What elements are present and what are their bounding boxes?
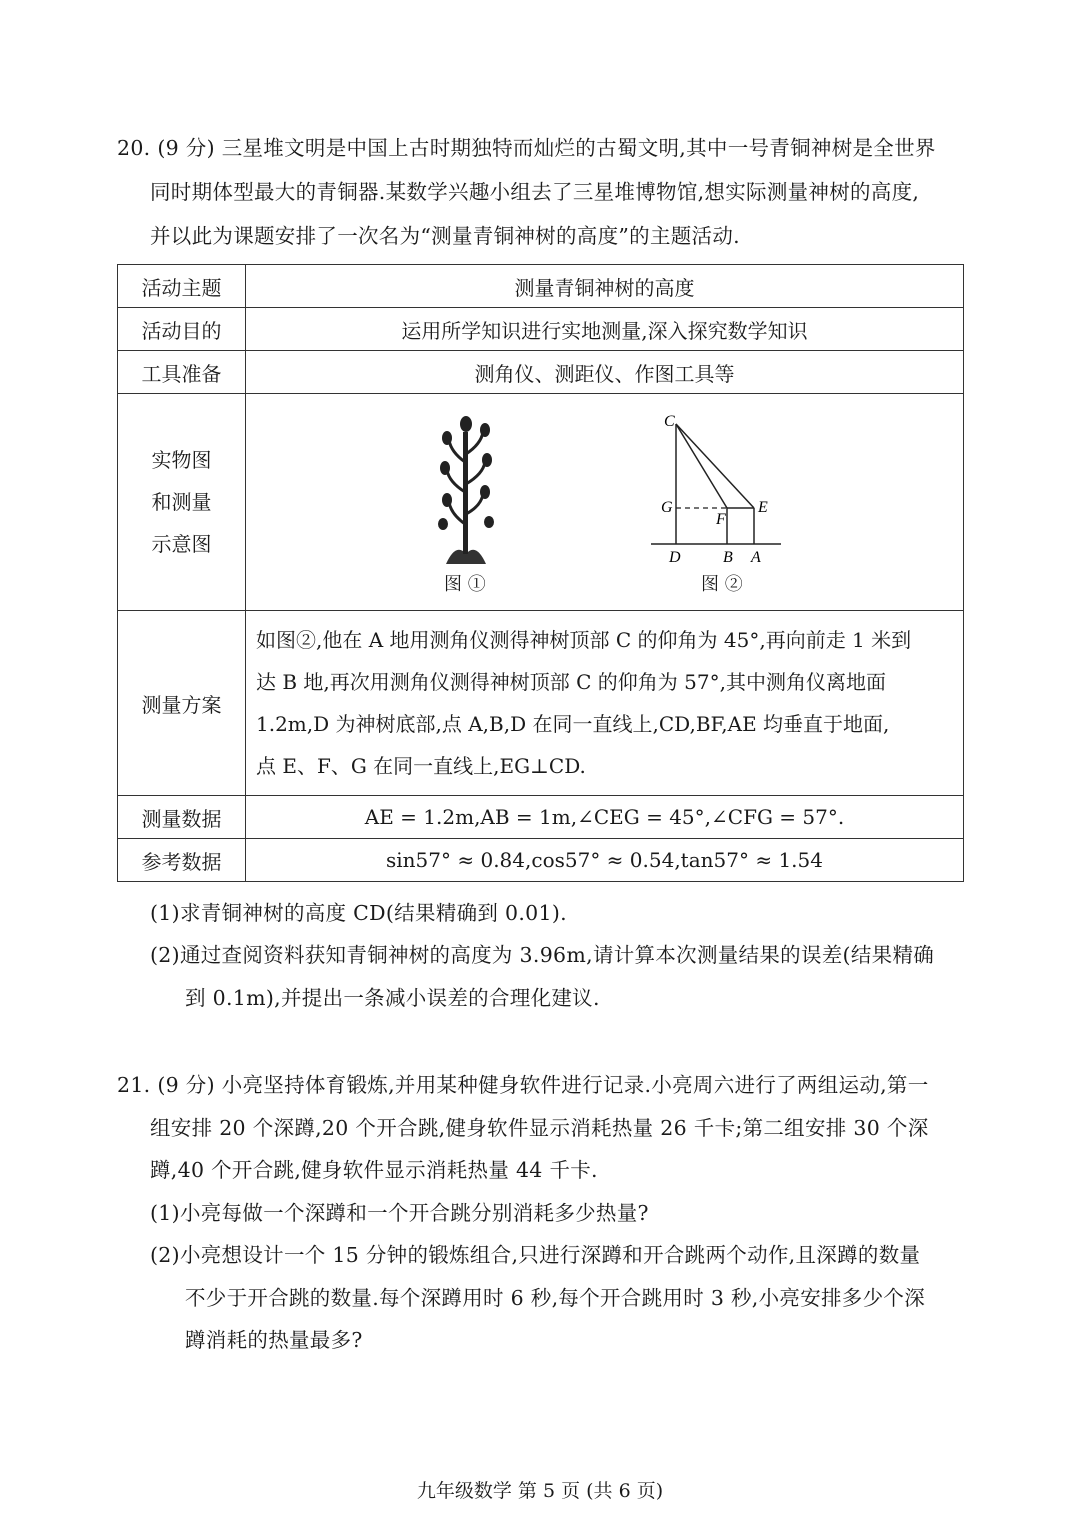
q20-line-2: 同时期体型最大的青铜器.某数学兴趣小组去了三星堆博物馆,想实际测量神树的高度,	[150, 180, 920, 204]
q21-line-2: 组安排 20 个深蹲,20 个开合跳,健身软件显示消耗热量 26 千卡;第二组安排 30 个深	[150, 1116, 929, 1140]
point-f-label: F	[716, 511, 726, 528]
figure-label-line: 实物图	[151, 448, 212, 472]
fig1-caption: 图 ①	[444, 574, 486, 595]
table-row	[118, 351, 964, 394]
figure-label-line: 示意图	[151, 532, 212, 556]
table-row	[118, 796, 964, 839]
row-value: 测量青铜神树的高度	[246, 265, 964, 308]
table-row	[118, 839, 964, 882]
row-label: 活动目的	[118, 308, 246, 351]
figure-row	[118, 394, 964, 611]
figure-label	[118, 394, 246, 611]
page-footer: 九年级数学 第 5 页 (共 6 页)	[416, 1480, 664, 1502]
plan-text	[246, 611, 964, 796]
table-row	[118, 265, 964, 308]
point-g-label: G	[661, 499, 673, 516]
row-label: 工具准备	[118, 351, 246, 394]
row-value: 运用所学知识进行实地测量,深入探究数学知识	[246, 308, 964, 351]
q21-sub2-line-1: (2)小亮想设计一个 15 分钟的锻炼组合,只进行深蹲和开合跳两个动作,且深蹲的数量	[150, 1243, 921, 1267]
q21-line-1: 21. (9 分) 小亮坚持体育锻炼,并用某种健身软件进行记录.小亮周六进行了两组运动,第一	[117, 1073, 929, 1097]
q21-sub1: (1)小亮每做一个深蹲和一个开合跳分别消耗多少热量?	[150, 1201, 649, 1225]
plan-line: 如图②,他在 A 地用测角仪测得神树顶部 C 的仰角为 45°,再向前走 1 米到	[256, 628, 912, 652]
plan-row	[118, 611, 964, 796]
q21-sub2-line-3: 蹲消耗的热量最多?	[185, 1328, 363, 1352]
point-d-label: D	[669, 549, 681, 566]
point-b-label: B	[723, 549, 733, 566]
plan-line: 点 E、F、G 在同一直线上,EG⊥CD.	[256, 754, 586, 778]
row-label: 活动主题	[118, 265, 246, 308]
q20-line-3: 并以此为课题安排了一次名为“测量青铜神树的高度”的主题活动.	[150, 224, 740, 248]
data-value: AE = 1.2m,AB = 1m,∠CEG = 45°,∠CFG = 57°.	[246, 796, 964, 839]
activity-table	[117, 264, 964, 882]
q20-sub2-line-2: 到 0.1m),并提出一条减小误差的合理化建议.	[185, 986, 600, 1010]
ref-label: 参考数据	[118, 839, 246, 882]
figure-cell	[246, 394, 964, 611]
fig2-caption: 图 ②	[701, 574, 743, 595]
plan-label: 测量方案	[118, 611, 246, 796]
ref-value: sin57° ≈ 0.84,cos57° ≈ 0.54,tan57° ≈ 1.54	[246, 839, 964, 882]
data-label: 测量数据	[118, 796, 246, 839]
point-a-label: A	[751, 549, 761, 566]
point-c-label: C	[664, 413, 675, 430]
figure-label-line: 和测量	[151, 490, 212, 514]
measurement-diagram	[641, 412, 831, 572]
q21-sub2-line-2: 不少于开合跳的数量.每个深蹲用时 6 秒,每个开合跳用时 3 秒,小亮安排多少个深	[185, 1286, 925, 1310]
bronze-tree-image	[431, 414, 501, 564]
plan-line: 1.2m,D 为神树底部,点 A,B,D 在同一直线上,CD,BF,AE 均垂直于地面,	[256, 712, 890, 736]
q20-line-1: 20. (9 分) 三星堆文明是中国上古时期独特而灿烂的古蜀文明,其中一号青铜神树是全世界	[117, 136, 936, 160]
q21-line-3: 蹲,40 个开合跳,健身软件显示消耗热量 44 千卡.	[150, 1158, 598, 1182]
row-value: 测角仪、测距仪、作图工具等	[246, 351, 964, 394]
plan-line: 达 B 地,再次用测角仪测得神树顶部 C 的仰角为 57°,其中测角仪离地面	[256, 670, 886, 694]
q20-sub1: (1)求青铜神树的高度 CD(结果精确到 0.01).	[150, 901, 567, 925]
table-row	[118, 308, 964, 351]
point-e-label: E	[758, 499, 768, 516]
q20-sub2-line-1: (2)通过查阅资料获知青铜神树的高度为 3.96m,请计算本次测量结果的误差(结果精确	[150, 943, 935, 967]
